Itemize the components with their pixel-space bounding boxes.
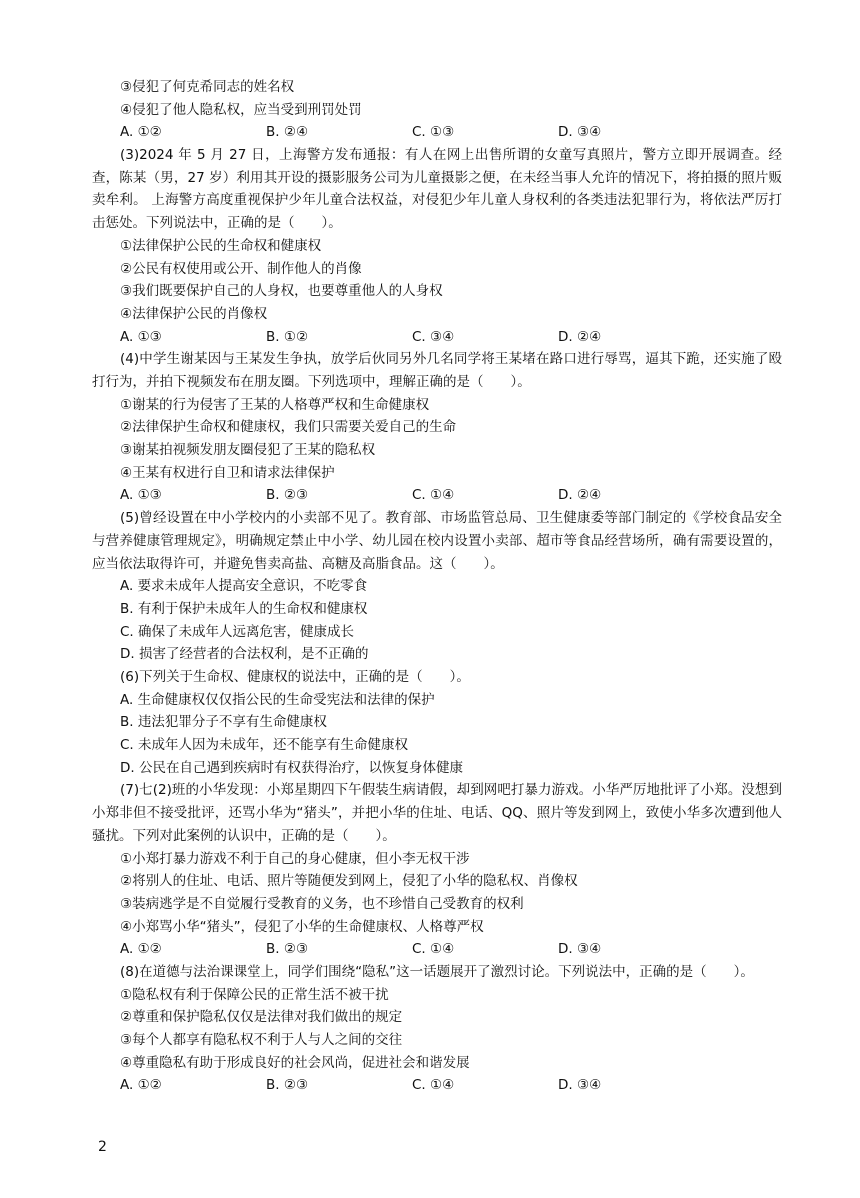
statement-line: ④法律保护公民的肖像权 (120, 305, 268, 322)
answer-option: A. ①② (120, 124, 162, 141)
statement-line: ②尊重和保护隐私仅仅是法律对我们做出的规定 (120, 1009, 403, 1026)
statement-line: D. 损害了经营者的合法权利，是不正确的 (120, 646, 369, 663)
answer-option: C. ①④ (412, 1077, 455, 1094)
statement-line: C. 确保了未成年人远离危害，健康成长 (120, 623, 355, 640)
statement-line: ④侵犯了他人隐私权，应当受到刑罚处罚 (120, 101, 362, 118)
answer-options-row (92, 484, 782, 507)
answer-option: B. ②③ (266, 941, 309, 958)
statement-line: ③侵犯了何克希同志的姓名权 (120, 79, 295, 95)
statement-line: ③谢某拍视频发朋友圈侵犯了王某的隐私权 (120, 442, 376, 459)
statement-line: ④小郑骂小华“猪头”，侵犯了小华的生命健康权、人格尊严权 (120, 918, 484, 935)
answer-options-row (92, 1074, 782, 1097)
answer-option: D. ③④ (558, 941, 602, 958)
answer-option: C. ③④ (412, 328, 455, 345)
statement-line: ①谢某的行为侵害了王某的人格尊严权和生命健康权 (120, 396, 430, 413)
answer-option: D. ③④ (558, 124, 602, 141)
statement-line: A. 生命健康权仅仅指公民的生命受宪法和法律的保护 (120, 691, 435, 708)
question-stem: (5)曾经设置在中小学校内的小卖部不见了。教育部、市场监管总局、卫生健康委等部门制定的《学校食品安全与营养健康管理规定》，明确规定禁止中小学、幼儿园在校内设置小卖部、超市等食品经营场所，确有需要设置的，应当依法取得许可，并避免售卖高盐、高糖及高脂食品。这（ ）。 (92, 510, 782, 572)
statement-line: ①隐私权有利于保障公民的正常生活不被干扰 (120, 986, 389, 1003)
answer-option: C. ①④ (412, 941, 455, 958)
page-number: 2 (98, 1139, 107, 1155)
answer-option: B. ②③ (266, 487, 309, 504)
answer-option: D. ②④ (558, 328, 602, 345)
statement-line: ③我们既要保护自己的人身权，也要尊重他人的人身权 (120, 283, 443, 300)
answer-option: B. ②③ (266, 1077, 309, 1094)
statement-line: ①法律保护公民的生命权和健康权 (120, 237, 322, 254)
statement-line: B. 有利于保护未成年人的生命权和健康权 (120, 600, 368, 617)
question-stem: (4)中学生谢某因与王某发生争执，放学后伙同另外几名同学将王某堵在路口进行辱骂，逼其下跪，还实施了殴打行为，并拍下视频发布在朋友圈。下列选项中，理解正确的是（ ）。 (92, 351, 782, 391)
question-stem: (8)在道德与法治课课堂上，同学们围绕“隐私”这一话题展开了激烈讨论。下列说法中，正确的是（ ）。 (120, 964, 754, 980)
answer-options-row (92, 326, 782, 349)
question-stem: (7)七(2)班的小华发现：小郑星期四下午假装生病请假，却到网吧打暴力游戏。小华严厉地批评了小郑。没想到小郑非但不接受批评，还骂小华为“猪头”，并把小华的住址、电话、QQ、照片等发到网上，致使小华多次遭到他人骚扰。下列对此案例的认识中，正确的是（ ）。 (92, 782, 782, 844)
question-stem: (3)2024 年 5 月 27 日，上海警方发布通报：有人在网上出售所谓的女童写真照片，警方立即开展调查。经查，陈某（男，27 岁）利用其开设的摄影服务公司为儿童摄影之便，在未经当事人允许的情况下，将拍摄的照片贩卖牟利。 上海警方高度重视保护少年儿童合法权益，对侵犯少年儿童人身权利的各类违法犯罪行为，将依法严厉打击惩处。下列说法中，正确的是（ ）。 (92, 147, 782, 232)
page-content (92, 76, 782, 1097)
statement-line: ②公民有权使用或公开、制作他人的肖像 (120, 260, 362, 277)
statement-line: B. 违法犯罪分子不享有生命健康权 (120, 714, 327, 731)
statement-line: ①小郑打暴力游戏不利于自己的身心健康，但小李无权干涉 (120, 850, 470, 867)
answer-option: D. ②④ (558, 487, 602, 504)
answer-option: A. ①③ (120, 487, 162, 504)
answer-option: C. ①③ (412, 124, 455, 141)
statement-line: ③装病逃学是不自觉履行受教育的义务，也不珍惜自己受教育的权利 (120, 895, 524, 912)
statement-line: ③每个人都享有隐私权不利于人与人之间的交往 (120, 1032, 403, 1049)
answer-option: C. ①④ (412, 487, 455, 504)
answer-option: A. ①② (120, 1077, 162, 1094)
statement-line: (6)下列关于生命权、健康权的说法中，正确的是（ ）。 (120, 669, 470, 686)
statement-line: ②将别人的住址、电话、照片等随便发到网上，侵犯了小华的隐私权、肖像权 (120, 873, 578, 890)
answer-option: A. ①② (120, 941, 162, 958)
answer-option: B. ②④ (266, 124, 309, 141)
statement-line: A. 要求未成年人提高安全意识，不吃零食 (120, 578, 368, 595)
statement-line: ④尊重隐私有助于形成良好的社会风尚，促进社会和谐发展 (120, 1054, 470, 1071)
answer-options-row (92, 121, 782, 144)
answer-option: B. ①② (266, 328, 309, 345)
statement-line: D. 公民在自己遇到疾病时有权获得治疗，以恢复身体健康 (120, 759, 463, 776)
statement-line: C. 未成年人因为未成年，还不能享有生命健康权 (120, 737, 409, 754)
answer-options-row (92, 938, 782, 961)
statement-line: ②法律保护生命权和健康权，我们只需要关爱自己的生命 (120, 419, 457, 436)
answer-option: A. ①③ (120, 328, 162, 345)
answer-option: D. ③④ (558, 1077, 602, 1094)
statement-line: ④王某有权进行自卫和请求法律保护 (120, 464, 335, 481)
